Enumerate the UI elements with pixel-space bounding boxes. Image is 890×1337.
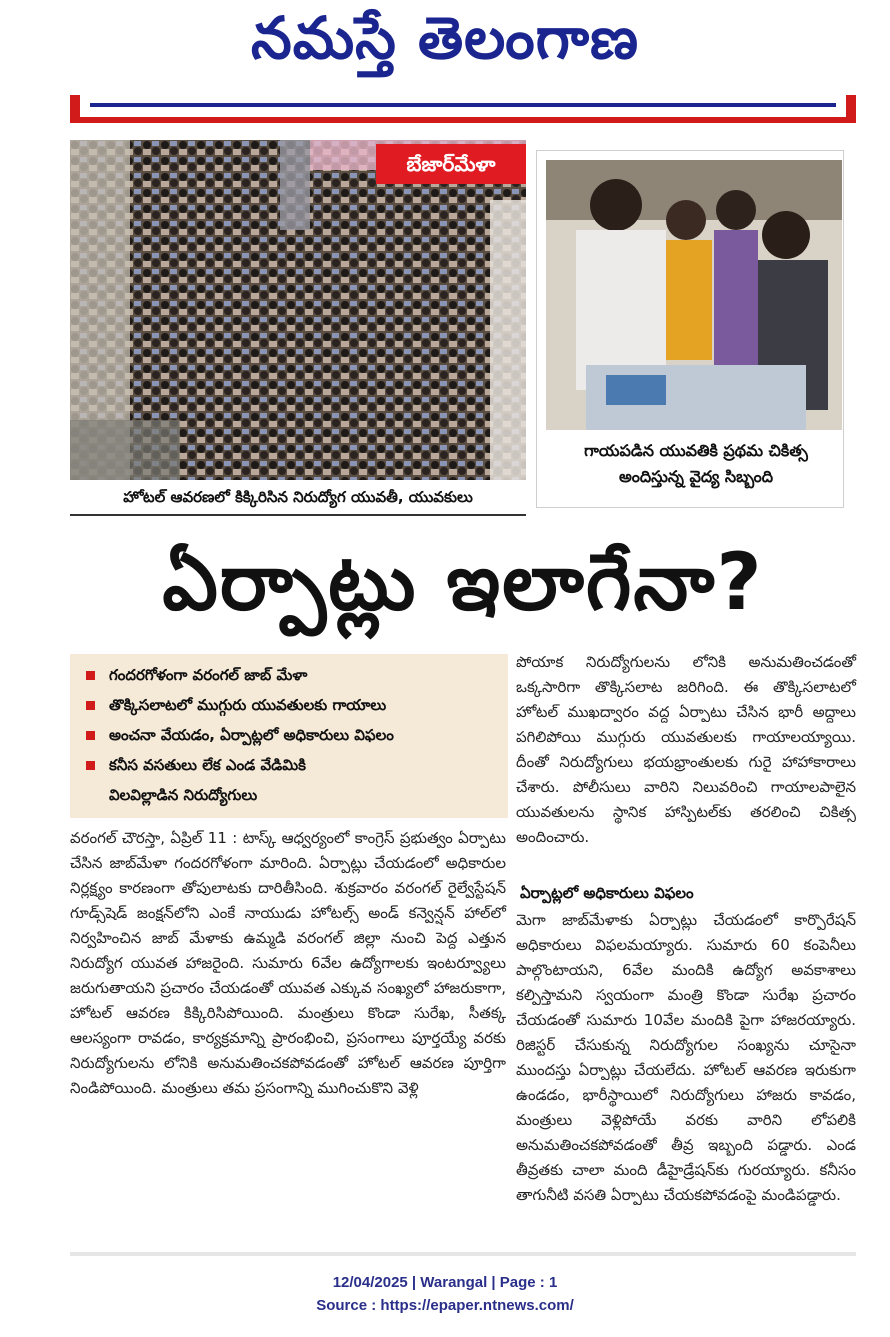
crowd-caption: హోటల్ ఆవరణలో కిక్కిరిసిన నిరుద్యోగ యువతీ, యువకులు — [123, 488, 473, 506]
first-aid-caption — [546, 438, 846, 490]
crowd-photo-image — [70, 140, 526, 480]
article-body-right-top — [516, 650, 856, 850]
bullet-square-icon — [86, 701, 95, 710]
footer-rule — [70, 1252, 856, 1256]
highlights-box — [70, 654, 508, 818]
footer-edition-info: 12/04/2025 | Warangal | Page : 1 — [332, 1274, 558, 1291]
newspaper-logo-title: నమస్తే తెలంగాణ — [251, 4, 639, 72]
masthead — [0, 0, 890, 80]
first-aid-caption-line1: గాయపడిన యువతికి ప్రథమ చికిత్స — [584, 441, 808, 460]
highlight-item: కనీస వసతులు లేక ఎండ వేడిమికి — [86, 756, 306, 778]
headline: ఏర్పాట్లు ఇలాగేనా? — [162, 538, 764, 628]
first-aid-photo-image — [546, 160, 842, 430]
article-paragraph: పోయాక నిరుద్యోగులను లోనికి అనుమతించడంతో ఒక్కసారిగా తొక్కిసలాట జరిగింది. ఈ తొక్కిసలాటలో హోటల్ ముఖద్వారం వద్ద ఏర్పాటు చేసిన భారీ అద్దాలు పగిలిపోయి ముగ్గురు యువతులకు గాయాలయ్యాయి. దీంతో నిరుద్యోగులు భయభ్రాంతులకు గురై హాహాకారాలు చేశారు. పోలీసులు వారిని నిలువరించి గాయాలపాలైన యువతులను స్థానిక హాస్పిటల్‌కు తరలించి చికిత్స అందించారు. — [516, 653, 856, 846]
bullet-square-icon — [86, 731, 95, 740]
first-aid-caption-line2: అందిస్తున్న వైద్య సిబ్బంది — [618, 467, 774, 486]
article-paragraph: మెగా జాబ్‌మేళాకు ఏర్పాట్లు చేయడంలో కార్పొరేషన్ అధికారులు విఫలమయ్యారు. సుమారు 60 కంపెనీలు పాల్గొంటాయని, 6వేల మందికి ఉద్యోగ అవకాశాలు కల్పిస్తామని స్వయంగా మంత్రి కొండా సురేఖ ప్రచారం చేయడంతో సుమారు 10వేల మందికి పైగా హాజరయ్యారు. రిజిస్టర్ చేసుకున్న నిరుద్యోగుల సంఖ్యను చూసైనా ముందస్తు ఏర్పాట్లు చేయలేదు. హోటల్ ఆవరణ ఇరుకుగా ఉండడం, భారీస్థాయిలో నిరుద్యోగులు హాజరు కావడం, మంత్రులు వెళ్లిపోయే వరకు వారిని లోపలికి అనుమతించకపోవడంతో తీవ్ర ఇబ్బంది పడ్డారు. ఎండ తీవ్రతకు చాలా మంది డీహైడ్రేషన్‌కు గురయ్యారు. కనీసం తాగునీటి వసతి ఏర్పాటు చేయకపోవడంపై మండిపడ్డారు. — [516, 911, 856, 1204]
article-body-left — [70, 826, 506, 1101]
crowd-photo — [70, 140, 526, 480]
highlight-item-continued: విలవిల్లాడిన నిరుద్యోగులు — [109, 786, 258, 804]
bullet-square-icon — [86, 761, 95, 770]
article-body-right-bottom — [516, 908, 856, 1208]
crowd-caption-rule — [70, 514, 526, 516]
article-subhead: ఏర్పాట్లలో అధికారులు విఫలం — [520, 884, 694, 902]
article-paragraph: వరంగల్ చౌరస్తా, ఏప్రిల్ 11 : టాస్క్ ఆధ్వర్యంలో కాంగ్రెస్ ప్రభుత్వం ఏర్పాటు చేసిన జాబ్‌మేళా గందరగోళంగా మారింది. ఏర్పాట్లు చేయడంలో అధికారుల నిర్లక్ష్యం కారణంగా తోపులాటకు దారితీసింది. శుక్రవారం వరంగల్ రైల్వేస్టేషన్ గూడ్స్‌షెడ్ జంక్షన్‌లోని ఎంకే నాయుడు హోటల్స్ అండ్ కన్వెన్షన్ హాల్‌లో నిర్వహించిన జాబ్ మేళాకు ఉమ్మడి వరంగల్ జిల్లా నుంచి పెద్ద ఎత్తున నిరుద్యోగ యువత హాజరైంది. సుమారు 6వేల ఉద్యోగాలకు ఇంటర్వ్యూలు జరుగుతాయని ప్రచారం చేయడంతో యువత ఎక్కువ సంఖ్యలో హాజరుకాగా, హోటల్ ఆవరణ కిక్కిరిసిపోయింది. మంత్రులు కొండా సురేఖ, సీతక్క ఆలస్యంగా రావడం, కార్యక్రమాన్ని ప్రారంభించి, ప్రసంగాలు పూర్తయ్యే వరకు నిరుద్యోగులను లోనికి అనుమతించకపోవడంతో హోటల్ ఆవరణ పూర్తిగా నిండిపోయింది. మంత్రులు తమ ప్రసంగాన్ని ముగించుకొని వెళ్లి — [70, 829, 506, 1097]
masthead-blue-rule — [90, 103, 836, 107]
highlight-item: తొక్కిసలాటలో ముగ్గురు యువతులకు గాయాలు — [86, 696, 386, 718]
highlight-item: గందరగోళంగా వరంగల్ జాబ్ మేళా — [86, 666, 307, 688]
bullet-square-icon — [86, 671, 95, 680]
photo-tag-label: బేజార్‌మేళా — [376, 144, 526, 184]
first-aid-photo — [546, 160, 842, 430]
highlight-item: అంచనా వేయడం, ఏర్పాట్లలో అధికారులు విఫలం — [86, 726, 394, 748]
footer-source: Source : https://epaper.ntnews.com/ — [316, 1297, 574, 1314]
